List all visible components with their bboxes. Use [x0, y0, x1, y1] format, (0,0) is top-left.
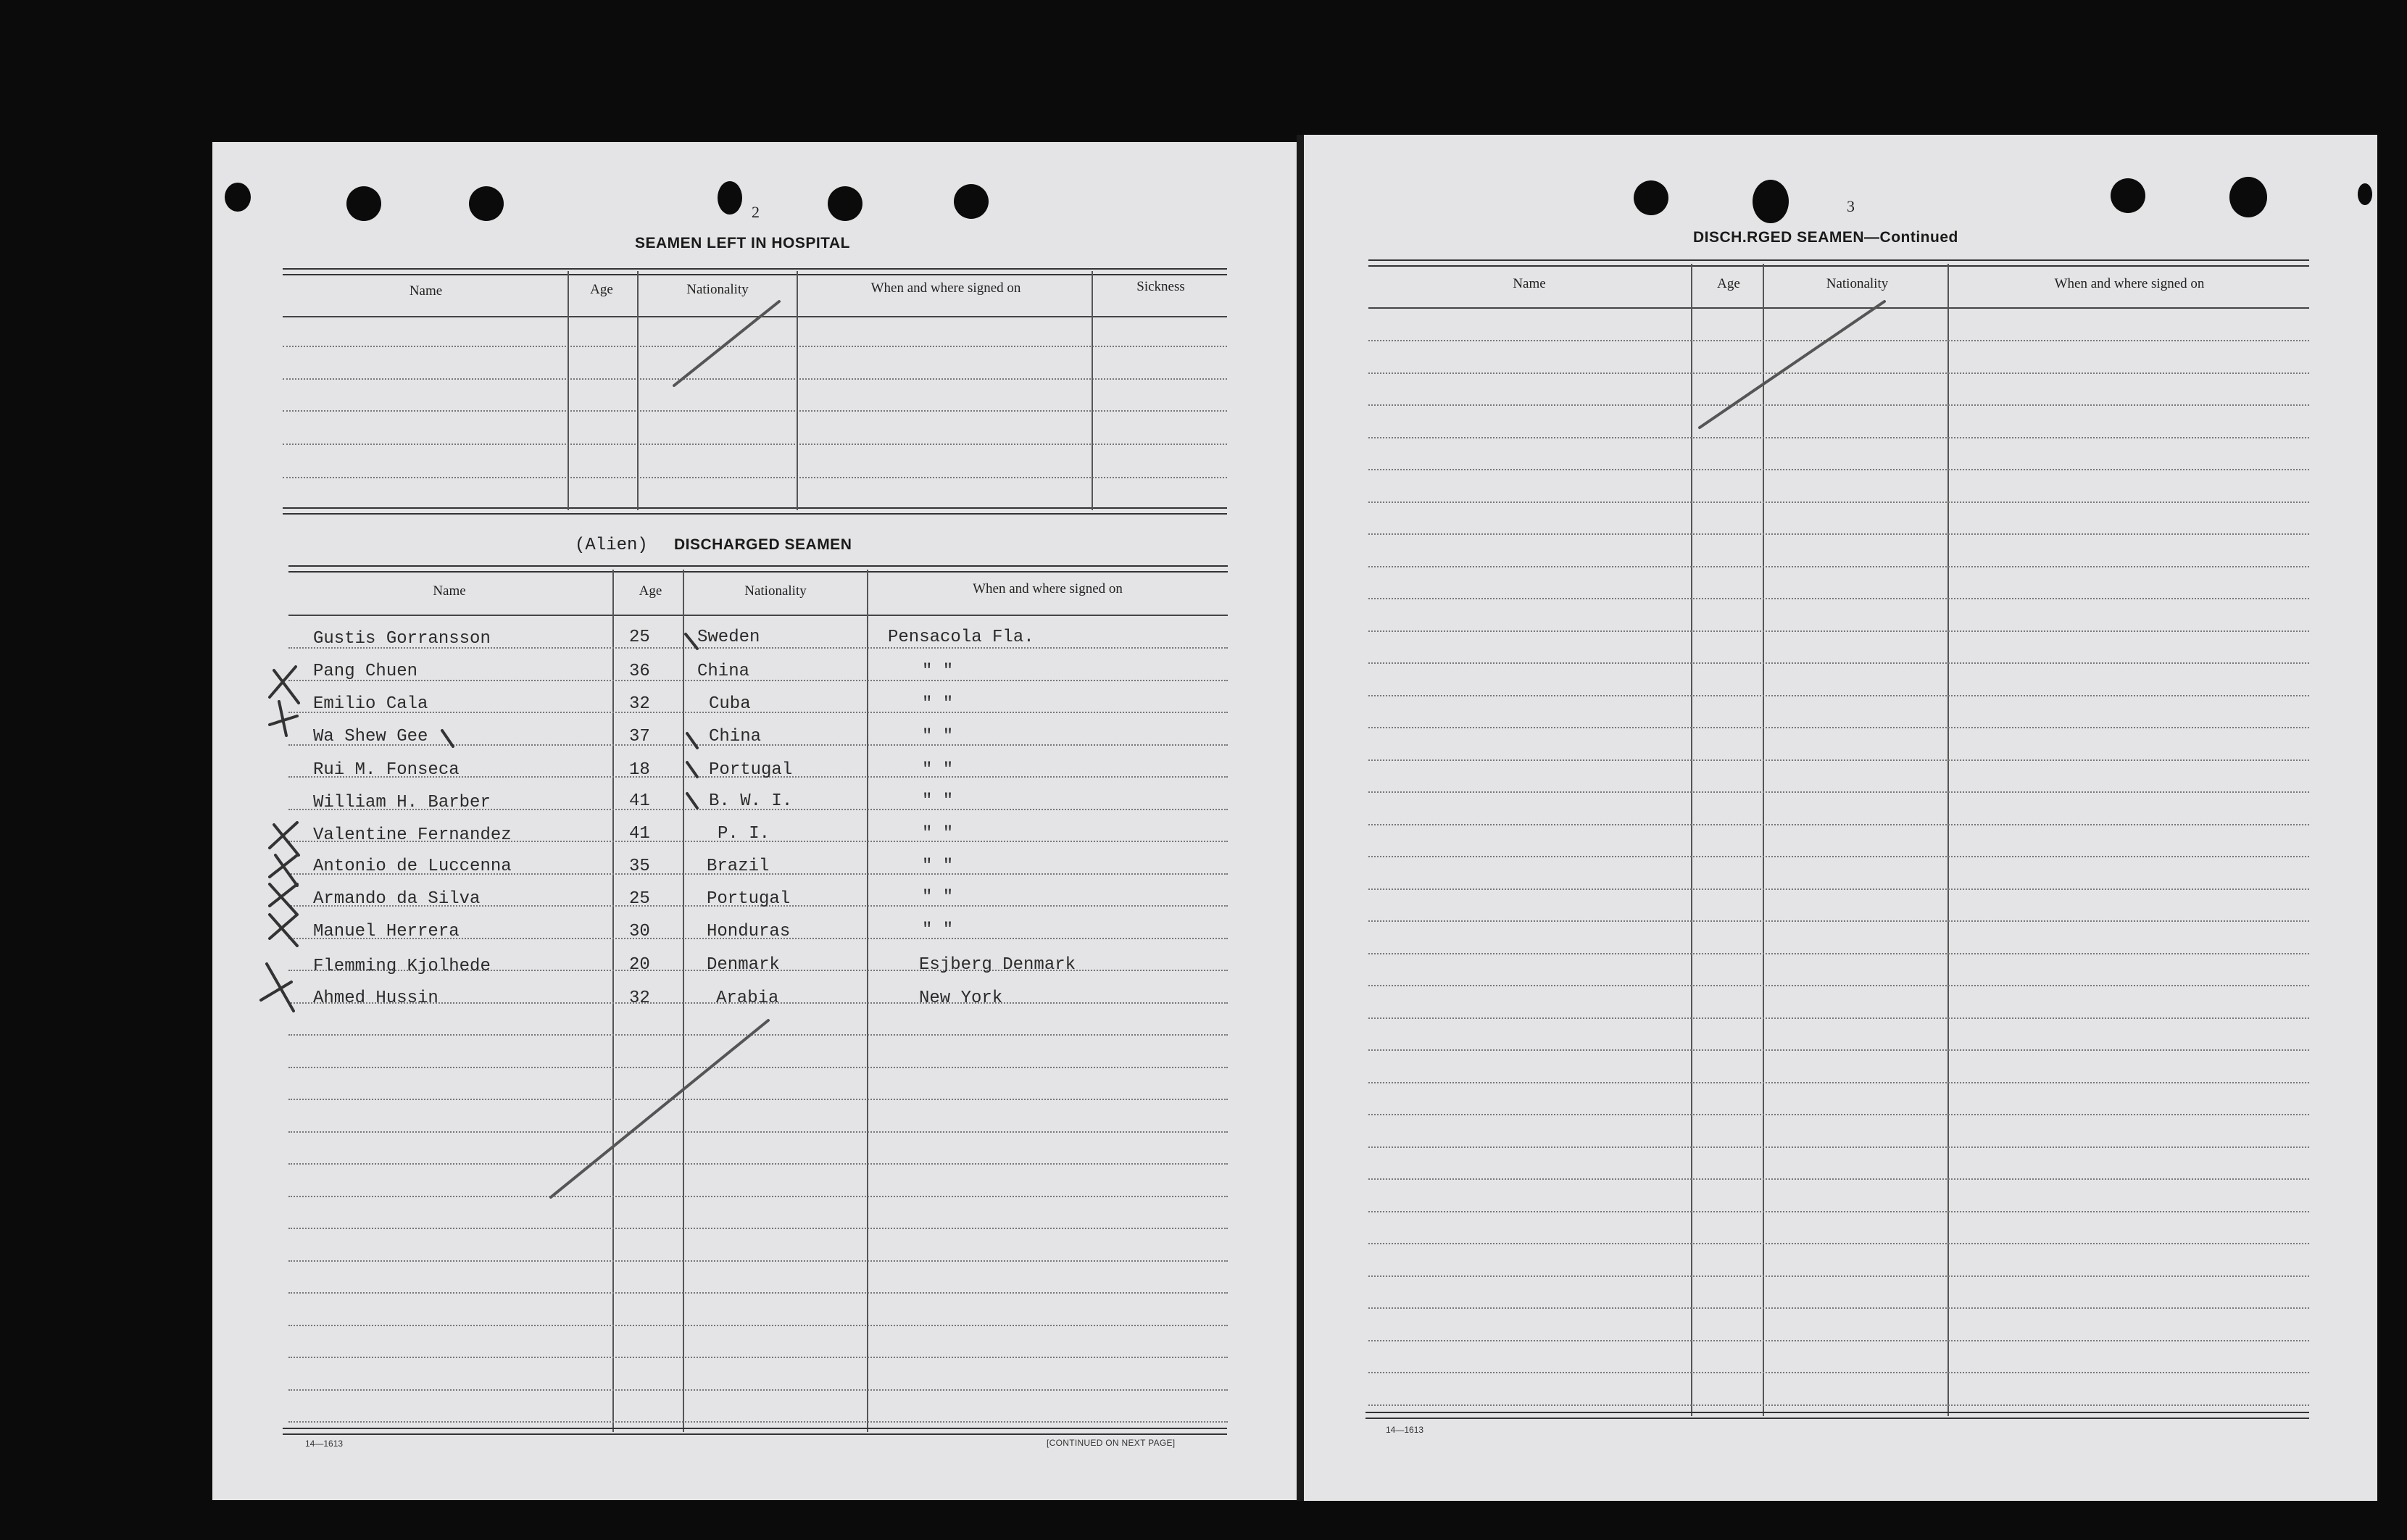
- seaman-nationality: Portugal: [707, 889, 791, 909]
- cancel-stroke: [1700, 301, 1884, 428]
- column-header: When and where signed on: [973, 581, 1123, 596]
- tick-mark: [686, 634, 697, 649]
- page-number: 3: [1847, 197, 1855, 215]
- column-header: When and where signed on: [870, 280, 1021, 296]
- seaman-name: Ahmed Hussin: [313, 988, 438, 1008]
- check-mark: [270, 667, 299, 703]
- seaman-nationality: Portugal: [709, 760, 793, 780]
- seaman-nationality: P. I.: [718, 824, 770, 844]
- seaman-nationality: Sweden: [697, 628, 760, 647]
- seaman-name: Emilio Cala: [313, 694, 428, 714]
- column-header: Nationality: [686, 282, 749, 297]
- form-number: 14—1613: [305, 1439, 344, 1449]
- tick-mark: [442, 731, 453, 746]
- seaman-nationality: China: [697, 662, 750, 681]
- seaman-age: 41: [629, 791, 650, 811]
- seaman-age: 18: [629, 760, 650, 780]
- check-mark: [270, 702, 297, 736]
- seaman-name: Antonio de Luccenna: [313, 857, 512, 876]
- seaman-nationality: Arabia: [716, 988, 779, 1008]
- tick-mark: [687, 762, 697, 777]
- seaman-signed-on: " ": [922, 920, 954, 940]
- seaman-name: Manuel Herrera: [313, 922, 460, 941]
- continued-note: [CONTINUED ON NEXT PAGE]: [1047, 1438, 1176, 1448]
- seaman-age: 32: [629, 988, 650, 1008]
- seaman-nationality: B. W. I.: [709, 791, 793, 811]
- check-mark: [270, 855, 297, 886]
- seaman-age: 25: [629, 889, 650, 909]
- column-header: Name: [1513, 276, 1546, 291]
- title-suffix: —Continued: [1864, 229, 1958, 246]
- tick-mark: [687, 794, 697, 808]
- check-mark: [270, 823, 299, 855]
- form-number: 14—1613: [1386, 1425, 1424, 1435]
- seaman-signed-on: " ": [922, 662, 954, 681]
- seaman-age: 36: [629, 662, 650, 681]
- seaman-name: Armando da Silva: [313, 889, 481, 909]
- seaman-signed-on: New York: [919, 988, 1003, 1008]
- alien-label: (Alien): [575, 536, 648, 555]
- check-mark: [261, 964, 294, 1011]
- column-header: Age: [590, 282, 613, 297]
- seaman-signed-on: Esjberg Denmark: [919, 955, 1076, 975]
- seaman-signed-on: " ": [922, 888, 954, 907]
- column-header: When and where signed on: [2054, 276, 2205, 291]
- column-header: Sickness: [1136, 279, 1185, 294]
- column-header: Age: [639, 583, 662, 599]
- seaman-nationality: Honduras: [707, 922, 791, 941]
- seaman-signed-on: Pensacola Fla.: [888, 628, 1034, 647]
- seaman-age: 30: [629, 922, 650, 941]
- seaman-name: Flemming Kjolhede: [313, 957, 491, 976]
- discharged-section-title: DISCHARGED SEAMEN: [674, 536, 852, 553]
- seaman-nationality: China: [709, 727, 762, 746]
- check-mark: [270, 884, 297, 915]
- column-header: Nationality: [744, 583, 807, 599]
- hospital-section-title: SEAMEN LEFT IN HOSPITAL: [635, 235, 850, 251]
- check-mark: [270, 915, 297, 946]
- title-main: DISCH.RGED SEAMEN: [1693, 229, 1865, 246]
- cancel-stroke: [551, 1020, 768, 1197]
- tick-mark: [687, 733, 697, 748]
- seaman-name: William H. Barber: [313, 793, 491, 812]
- seaman-age: 35: [629, 857, 650, 876]
- seaman-nationality: Cuba: [709, 694, 751, 714]
- seaman-name: Rui M. Fonseca: [313, 760, 460, 780]
- column-header: Name: [433, 583, 466, 599]
- seaman-signed-on: " ": [922, 824, 954, 844]
- seaman-signed-on: " ": [922, 791, 954, 811]
- seaman-name: Wa Shew Gee: [313, 727, 428, 746]
- seaman-signed-on: " ": [922, 760, 954, 780]
- seaman-signed-on: " ": [922, 727, 954, 746]
- seaman-name: Valentine Fernandez: [313, 825, 512, 845]
- seaman-age: 32: [629, 694, 650, 714]
- column-header: Nationality: [1826, 276, 1889, 291]
- page-number: 2: [752, 203, 760, 221]
- seaman-name: Gustis Gorransson: [313, 629, 491, 649]
- column-header: Name: [409, 283, 443, 299]
- cancel-stroke: [674, 301, 779, 386]
- seaman-nationality: Denmark: [707, 955, 780, 975]
- column-header: Age: [1717, 276, 1740, 291]
- seaman-name: Pang Chuen: [313, 662, 418, 681]
- seaman-signed-on: " ": [922, 694, 954, 714]
- seaman-age: 41: [629, 824, 650, 844]
- seaman-signed-on: " ": [922, 857, 954, 876]
- seaman-age: 20: [629, 955, 650, 975]
- seaman-nationality: Brazil: [707, 857, 770, 876]
- seaman-age: 25: [629, 628, 650, 647]
- seaman-age: 37: [629, 727, 650, 746]
